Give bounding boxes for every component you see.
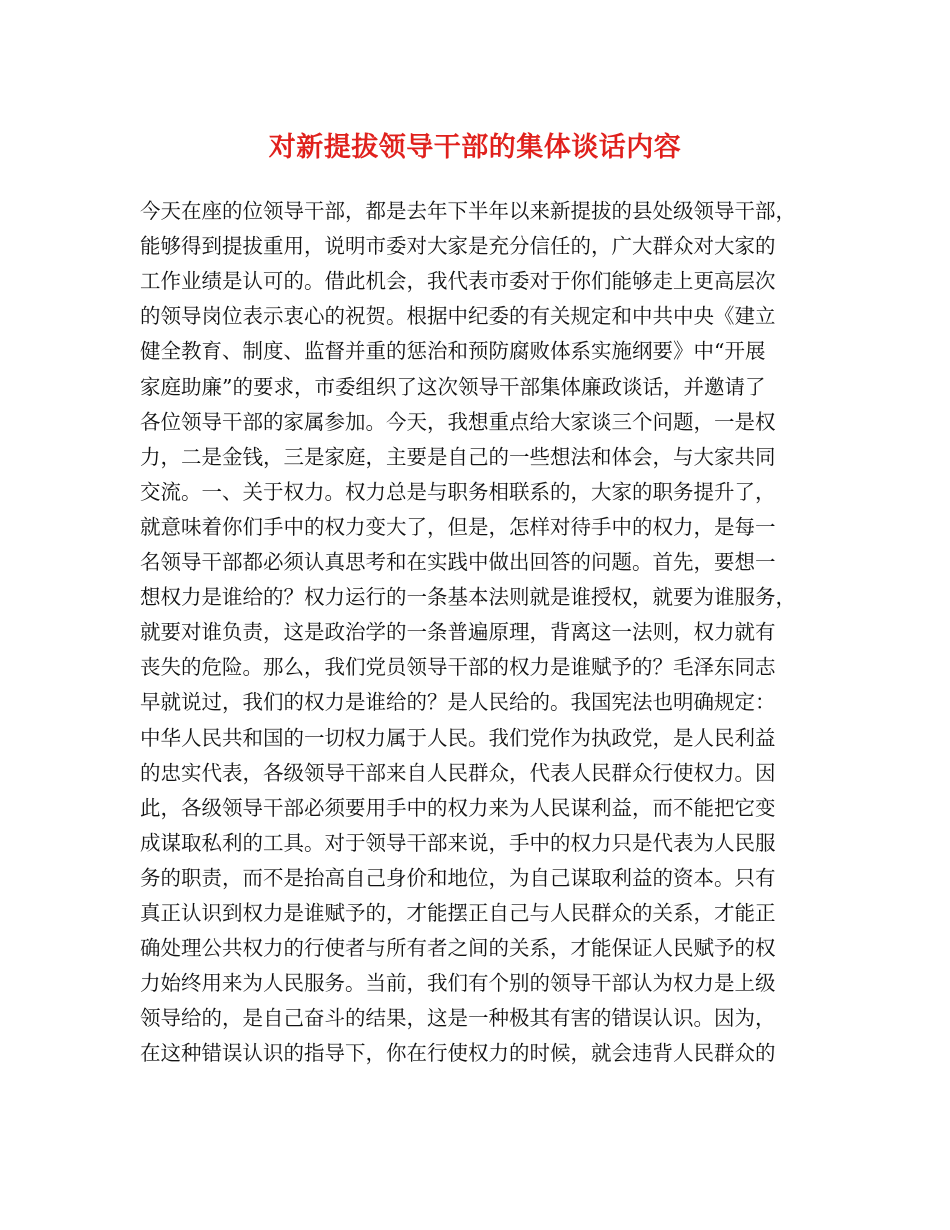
document-title: 对新提拔领导干部的集体谈话内容 [268,132,682,163]
body-line: 务的职责，而不是抬高自己身价和地位，为自己谋取利益的资本。只有 [140,865,776,890]
body-line: 在这种错误认识的指导下，你在行使权力的时候，就会违背人民群众的 [140,1041,776,1066]
body-line: 今天在座的位领导干部，都是去年下半年以来新提拔的县处级领导干部， [140,199,796,223]
body-line: 确处理公共权力的行使者与所有者之间的关系，才能保证人民赋予的权 [140,936,776,961]
body-line: 此，各级领导干部必须要用手中的权力来为人民谋利益，而不能把它变 [140,795,776,820]
body-line: 领导给的，是自己奋斗的结果，这是一种极其有害的错误认识。因为， [140,1006,776,1031]
body-line: 丧失的危险。那么，我们党员领导干部的权力是谁赋予的？毛泽东同志 [140,655,776,680]
body-line: 名领导干部都必须认真思考和在实践中做出回答的问题。首先，要想一 [140,550,776,574]
body-line: 真正认识到权力是谁赋予的，才能摆正自己与人民群众的关系，才能正 [140,901,776,925]
body-line: 力始终用来为人民服务。当前，我们有个别的领导干部认为权力是上级 [140,971,776,996]
body-line: 就要对谁负责，这是政治学的一条普遍原理，背离这一法则，权力就有 [140,620,776,645]
body-line: 工作业绩是认可的。借此机会，我代表市委对于你们能够走上更高层次 [140,269,776,294]
body-line: 能够得到提拔重用，说明市委对大家是充分信任的，广大群众对大家的 [140,234,776,259]
body-line: 想权力是谁给的？权力运行的一条基本法则就是谁授权，就要为谁服务， [140,585,796,610]
body-line: 家庭助廉”的要求，市委组织了这次领导干部集体廉政谈话，并邀请了 [140,374,766,399]
body-line: 的忠实代表，各级领导干部来自人民群众，代表人民群众行使权力。因 [140,760,776,785]
body-line: 中华人民共和国的一切权力属于人民。我们党作为执政党，是人民利益 [140,725,776,750]
body-line: 早就说过，我们的权力是谁给的？是人民给的。我国宪法也明确规定： [140,690,776,715]
body-line: 就意味着你们手中的权力变大了，但是，怎样对待手中的权力，是每一 [140,514,776,539]
body-line: 各位领导干部的家属参加。今天，我想重点给大家谈三个问题，一是权 [140,409,776,434]
body-line: 交流。一、关于权力。权力总是与职务相联系的，大家的职务提升了， [140,479,776,504]
body-line: 的领导岗位表示衷心的祝贺。根据中纪委的有关规定和中共中央《建立 [140,304,776,329]
body-line: 成谋取私利的工具。对于领导干部来说，手中的权力只是代表为人民服 [140,830,776,855]
body-line: 力，二是金钱，三是家庭，主要是自己的一些想法和体会，与大家共同 [140,444,776,469]
body-line: 健全教育、制度、监督并重的惩治和预防腐败体系实施纲要》中“开展 [140,339,766,364]
